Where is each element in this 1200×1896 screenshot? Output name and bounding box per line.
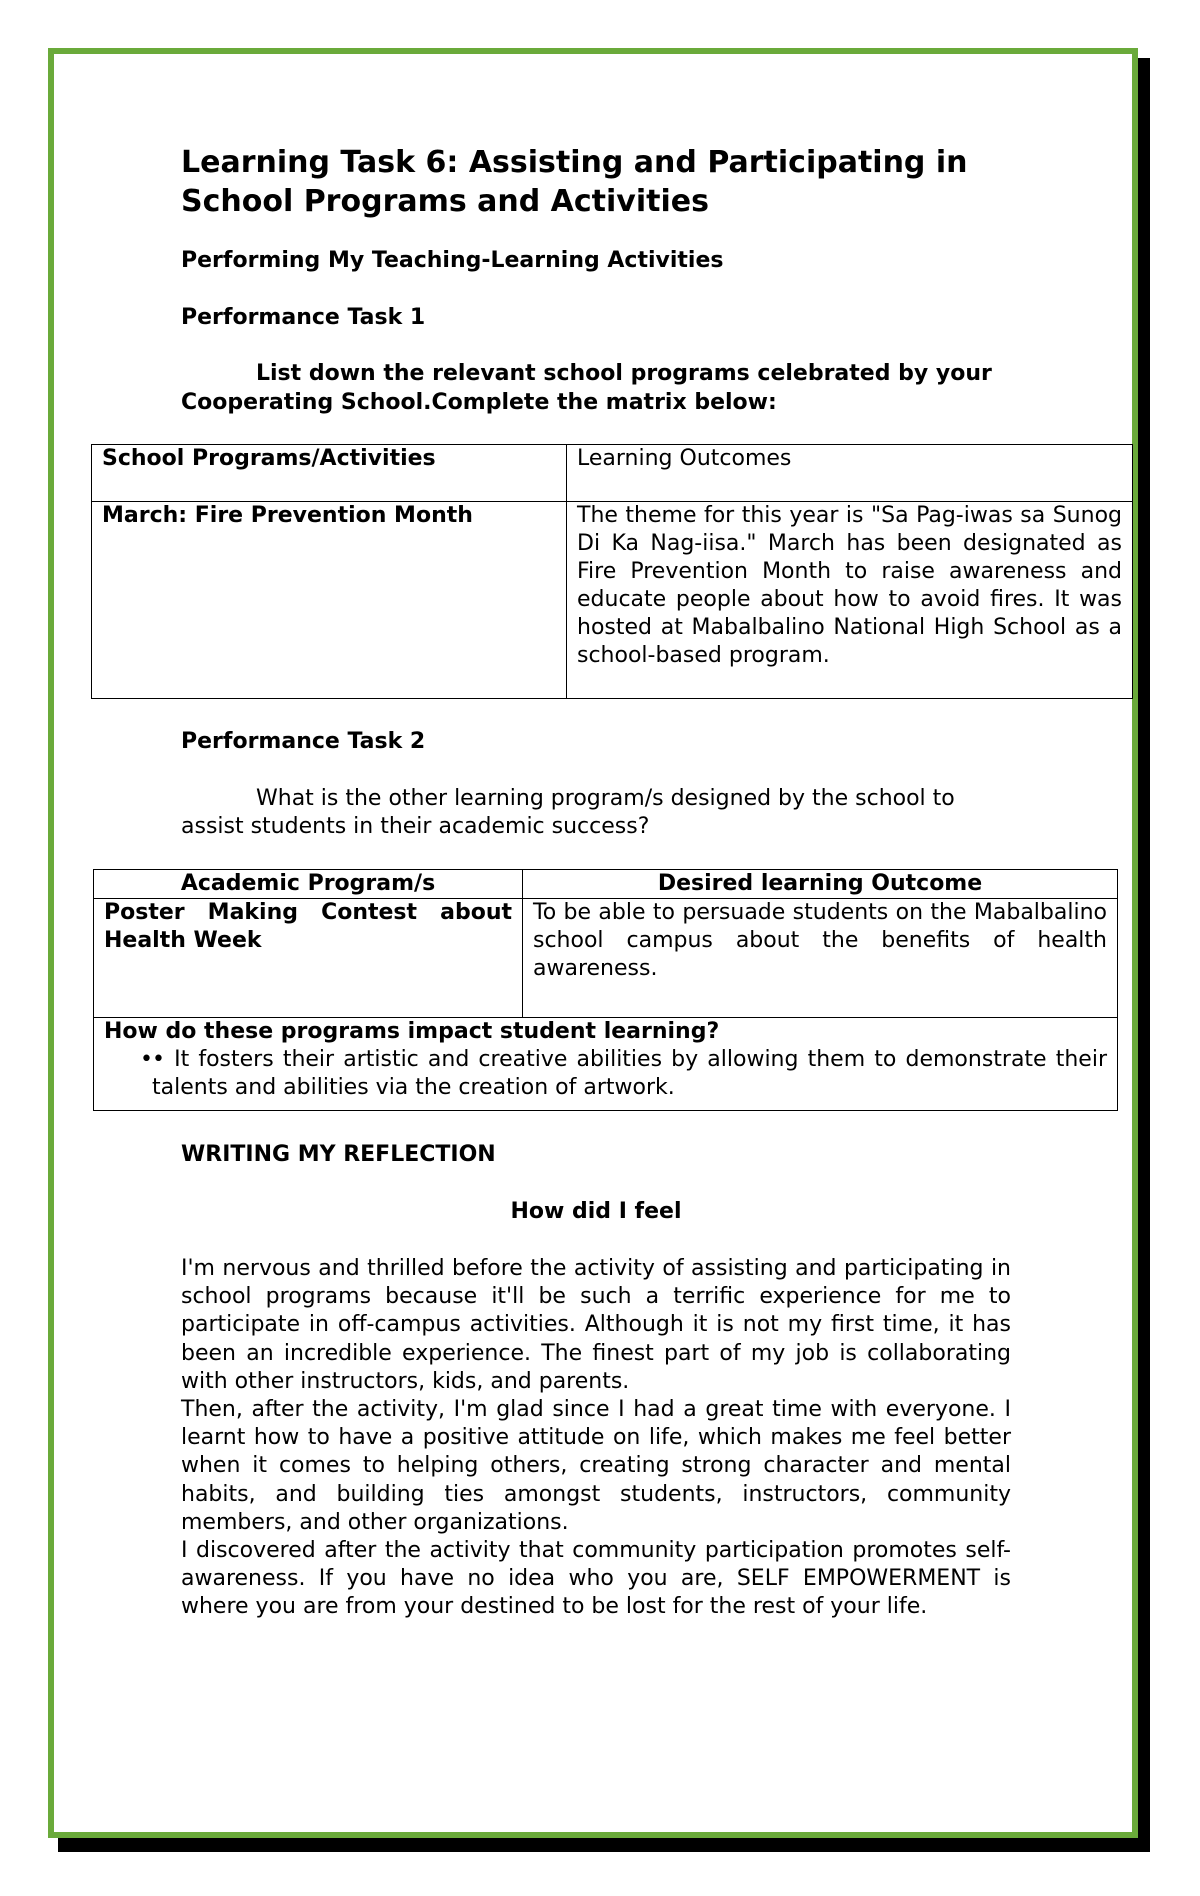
list-item [104, 1046, 1107, 1102]
outcome-cell: The theme for this year is "Sa Pag-iwas sa Sunog Di Ka Nag-iisa." March has been designated as Fire Prevention Month to raise awareness and educate people about how to avoid fires. It was hosted at Mabalbalino National High School as a school-based program. [567, 502, 1133, 699]
table-row [94, 899, 1118, 1018]
reflection-paragraph: Then, after the activity, I'm glad since I had a great time with everyone. I learnt how to have a positive attitude on life, which makes me feel better when it comes to helping others, creating strong character and mental habits, and building ties amongst students, instructors, community members, and other organizations. [181, 1397, 1011, 1535]
table-row [94, 1018, 1118, 1111]
task2-question: What is the other learning program/s designed by the school to assist students in their academic success? [181, 786, 955, 839]
task2-heading: Performance Task 2 [181, 729, 426, 754]
reflection-heading: WRITING MY REFLECTION [181, 1142, 496, 1167]
program-cell: March: Fire Prevention Month [92, 502, 567, 699]
task1-instruction: List down the relevant school programs celebrated by your Cooperating School.Complete the matrix below: [181, 361, 992, 415]
page-title: Learning Task 6: Assisting and Participating in School Programs and Activities [181, 145, 968, 219]
table-header-row [92, 445, 1133, 502]
section-heading: Performing My Teaching-Learning Activities [181, 248, 724, 273]
reflection-paragraph: I'm nervous and thrilled before the activity of assisting and participating in school programs because it'll be such a terrific experience for me to participate in off-campus activities. Although it is not my first time, it has been an incredible experience. The finest part of my job is collaborating with other instructors, kids, and parents. [181, 1256, 1011, 1394]
school-programs-table [91, 444, 1133, 699]
desired-outcome-cell: To be able to persuade students on the Mabalbalino school campus about the benefits of health awareness. [523, 899, 1118, 1018]
col-header-programs: School Programs/Activities [92, 445, 567, 502]
col-header-desired: Desired learning Outcome [523, 870, 1118, 899]
col-header-outcomes: Learning Outcomes [567, 445, 1133, 502]
bullet-icon: • [140, 1047, 153, 1072]
reflection-subheading: How did I feel [510, 1199, 682, 1224]
reflection-paragraph: I discovered after the activity that community participation promotes self-awareness. If you have no idea who you are, SELF EMPOWERMENT is where you are from your destined to be lost for the rest of your life. [181, 1538, 1011, 1620]
table-row [92, 502, 1133, 699]
academic-program-cell: Poster Making Contest about Health Week [94, 899, 523, 1018]
academic-programs-table [93, 869, 1118, 1111]
task1-heading: Performance Task 1 [181, 305, 426, 330]
col-header-academic: Academic Program/s [94, 870, 523, 899]
reflection-body [181, 1255, 1011, 1622]
impact-cell [94, 1018, 1118, 1111]
impact-answer: • It fosters their artistic and creative abilities by allowing them to demonstrate their talents and abilities via the creation of artwork. [152, 1047, 1107, 1100]
table-header-row [94, 870, 1118, 899]
impact-question: How do these programs impact student learning? [104, 1019, 720, 1044]
